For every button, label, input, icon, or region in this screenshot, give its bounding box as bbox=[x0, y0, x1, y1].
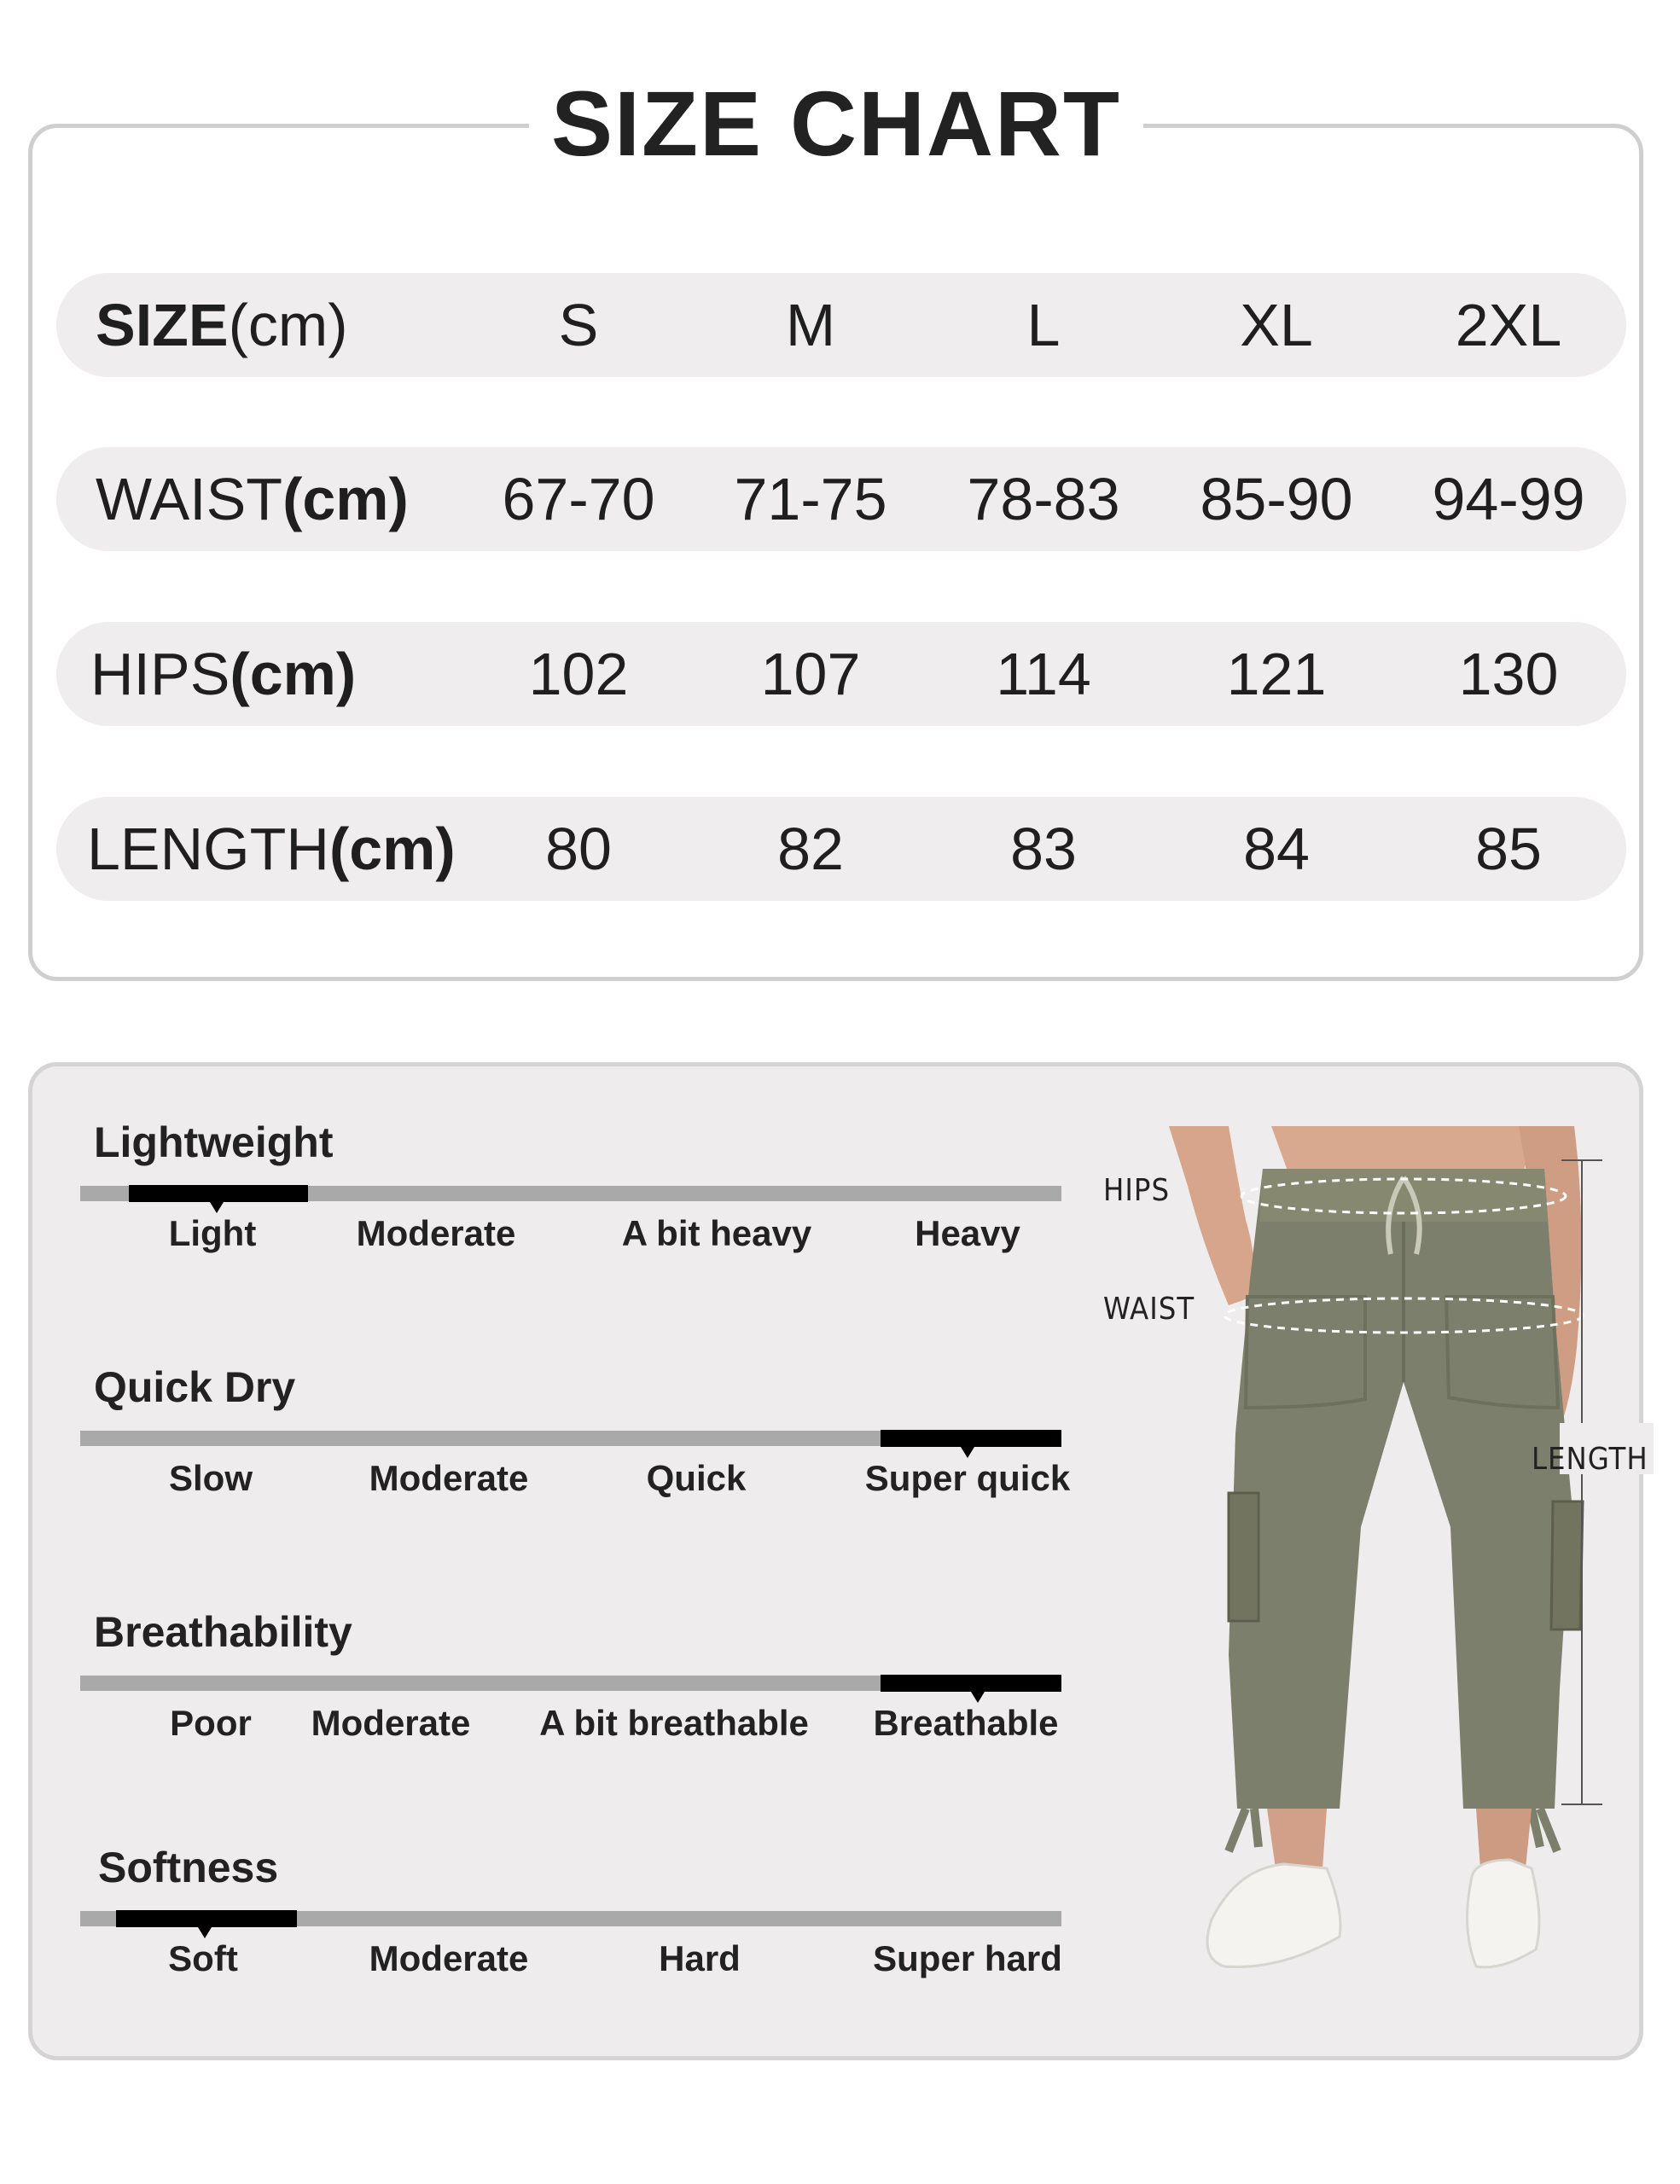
size-2xl: 2XL bbox=[1455, 292, 1562, 358]
table-cell: 102 bbox=[528, 641, 629, 707]
hips-label: HIPS(cm) bbox=[90, 641, 357, 707]
table-cell: 78-83 bbox=[967, 466, 1120, 532]
table-cell: 82 bbox=[777, 816, 844, 882]
size-header-row bbox=[56, 273, 1626, 377]
table-cell: 85-90 bbox=[1200, 466, 1353, 532]
softness-level-hard: Hard bbox=[659, 1938, 741, 1978]
softness-title: Softness bbox=[98, 1844, 279, 1891]
lightweight-level-a-bit-heavy: A bit heavy bbox=[621, 1213, 812, 1253]
right-shoe bbox=[1468, 1860, 1539, 1967]
softness-scale-bar bbox=[80, 1911, 1061, 1926]
waist-row bbox=[56, 447, 1626, 551]
softness-level-moderate: Moderate bbox=[369, 1938, 529, 1978]
quick-dry-scale-fill bbox=[881, 1430, 1061, 1447]
table-cell: 85 bbox=[1475, 816, 1542, 882]
size-l: L bbox=[1026, 292, 1061, 358]
left-cargo-pocket bbox=[1229, 1493, 1259, 1621]
length-row bbox=[56, 797, 1626, 901]
table-cell: 94-99 bbox=[1432, 466, 1585, 532]
lightweight-level-light: Light bbox=[168, 1213, 257, 1253]
table-cell: 83 bbox=[1010, 816, 1077, 882]
lightweight-scale-fill bbox=[129, 1185, 308, 1202]
table-cell: 114 bbox=[996, 641, 1091, 707]
left-shoe bbox=[1207, 1864, 1340, 1967]
table-cell: 67-70 bbox=[502, 466, 655, 532]
table-cell: 130 bbox=[1458, 641, 1559, 707]
breathability-level-a-bit-breathable: A bit breathable bbox=[539, 1703, 809, 1743]
size-m: M bbox=[785, 292, 836, 358]
breathability-scale-bar bbox=[80, 1676, 1061, 1691]
breathability-level-poor: Poor bbox=[170, 1703, 252, 1743]
breathability-level-breathable: Breathable bbox=[873, 1703, 1059, 1743]
quick-dry-scale-bar bbox=[80, 1431, 1061, 1446]
lightweight-scale-bar bbox=[80, 1186, 1061, 1201]
waist-label: WAIST(cm) bbox=[96, 466, 409, 532]
quick-dry-title: Quick Dry bbox=[94, 1363, 296, 1411]
table-cell: 121 bbox=[1226, 641, 1327, 707]
right-ankle-tie bbox=[1532, 1809, 1557, 1851]
table-cell: 84 bbox=[1243, 816, 1310, 882]
quick-dry-level-quick: Quick bbox=[646, 1458, 747, 1498]
quick-dry-level-super-quick: Super quick bbox=[864, 1458, 1071, 1498]
breathability-pointer-icon bbox=[971, 1692, 985, 1703]
size-s: S bbox=[558, 292, 599, 358]
softness-pointer-icon bbox=[198, 1927, 212, 1938]
pants-body bbox=[1229, 1169, 1572, 1809]
waist-measure-label: WAIST bbox=[1103, 1292, 1195, 1327]
pants-illustration bbox=[1109, 1126, 1638, 2030]
hips-row bbox=[56, 622, 1626, 726]
lightweight-level-heavy: Heavy bbox=[915, 1213, 1020, 1253]
lightweight-pointer-icon bbox=[210, 1202, 224, 1213]
size-xl: XL bbox=[1240, 292, 1313, 358]
torso-skin bbox=[1271, 1126, 1536, 1173]
hips-measure-label: HIPS bbox=[1103, 1173, 1171, 1208]
table-cell: 71-75 bbox=[734, 466, 887, 532]
right-cargo-pocket bbox=[1551, 1502, 1583, 1629]
softness-scale-fill bbox=[116, 1910, 297, 1927]
quick-dry-pointer-icon bbox=[961, 1447, 974, 1458]
breathability-title: Breathability bbox=[94, 1608, 352, 1656]
left-leg bbox=[1267, 1809, 1327, 1868]
lightweight-title: Lightweight bbox=[94, 1118, 334, 1166]
quick-dry-level-moderate: Moderate bbox=[369, 1458, 529, 1498]
softness-level-super-hard: Super hard bbox=[873, 1938, 1062, 1978]
length-label: LENGTH(cm) bbox=[87, 816, 456, 882]
lightweight-level-moderate: Moderate bbox=[356, 1213, 516, 1253]
table-cell: 107 bbox=[760, 641, 861, 707]
left-ankle-tie bbox=[1229, 1809, 1259, 1851]
table-cell: 80 bbox=[545, 816, 612, 882]
breathability-scale-fill bbox=[881, 1675, 1061, 1692]
left-arm bbox=[1169, 1126, 1254, 1305]
quick-dry-level-slow: Slow bbox=[168, 1458, 253, 1498]
length-measure-label: LENGTH bbox=[1532, 1442, 1648, 1477]
size-header-label: SIZE(cm) bbox=[96, 292, 348, 358]
softness-level-soft: Soft bbox=[168, 1938, 238, 1978]
page-title: SIZE CHART bbox=[551, 72, 1121, 175]
breathability-level-moderate: Moderate bbox=[311, 1703, 471, 1743]
